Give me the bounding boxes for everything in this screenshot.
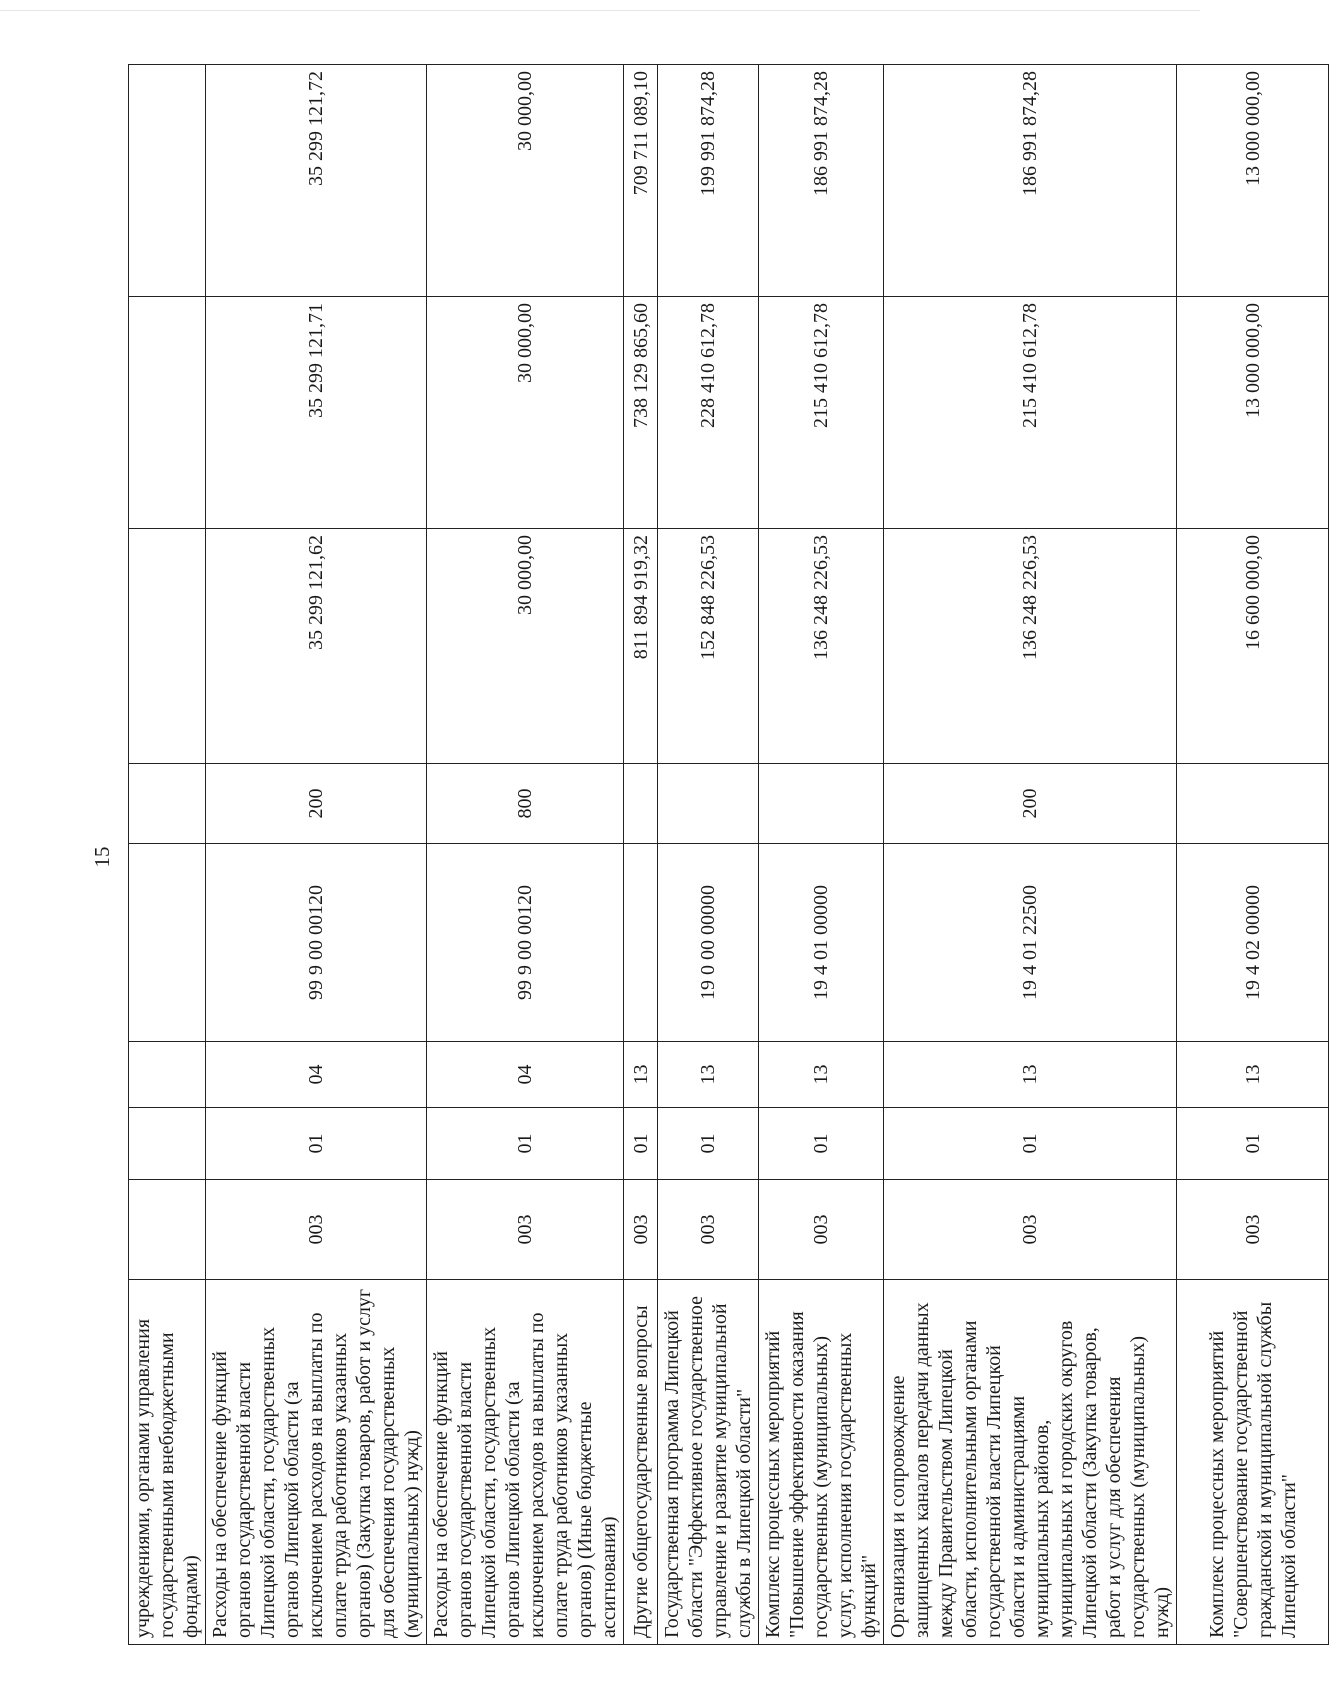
budget-table bbox=[128, 64, 1329, 1645]
row-name: учреждениями, органами управления государственными внебюджетными фондами) bbox=[129, 1280, 206, 1645]
table-row bbox=[884, 65, 1177, 1645]
rotated-table-wrapper bbox=[128, 65, 1300, 1645]
sum-year-2: 228 410 612,78 bbox=[658, 297, 759, 529]
sum-year-3: 35 299 121,72 bbox=[206, 65, 427, 297]
section-code: 01 bbox=[1177, 1108, 1329, 1180]
subsection-code: 13 bbox=[884, 1042, 1177, 1108]
target-code: 19 4 01 22500 bbox=[884, 844, 1177, 1042]
row-name: Расходы на обеспечение функций органов государственной власти Липецкой области, государственных органов Липецкой области (за исключением расходов на выплаты по оплате труда работников указанных органов) (Иные бюджетные ассигнования) bbox=[427, 1280, 624, 1645]
subsection-code: 04 bbox=[427, 1042, 624, 1108]
sum-year-3 bbox=[129, 65, 206, 297]
sum-year-3: 199 991 874,28 bbox=[658, 65, 759, 297]
section-code: 01 bbox=[658, 1108, 759, 1180]
target-code bbox=[624, 844, 658, 1042]
target-code: 99 9 00 00120 bbox=[206, 844, 427, 1042]
expense-type-code bbox=[658, 764, 759, 844]
table-row bbox=[206, 65, 427, 1645]
table-row bbox=[427, 65, 624, 1645]
sum-year-1: 811 894 919,32 bbox=[624, 529, 658, 764]
row-name: Государственная программа Липецкой области "Эффективное государственное управление и развитие муниципальной службы в Липецкой области" bbox=[658, 1280, 759, 1645]
subsection-code: 13 bbox=[759, 1042, 884, 1108]
sum-year-3: 186 991 874,28 bbox=[759, 65, 884, 297]
table-row bbox=[1177, 65, 1329, 1645]
table-row bbox=[759, 65, 884, 1645]
target-code: 19 0 00 00000 bbox=[658, 844, 759, 1042]
target-code bbox=[129, 844, 206, 1042]
sum-year-2: 35 299 121,71 bbox=[206, 297, 427, 529]
sum-year-3: 30 000,00 bbox=[427, 65, 624, 297]
expense-type-code: 200 bbox=[206, 764, 427, 844]
adm-code: 003 bbox=[427, 1180, 624, 1280]
section-code: 01 bbox=[884, 1108, 1177, 1180]
expense-type-code bbox=[759, 764, 884, 844]
page-number: 15 bbox=[90, 846, 114, 868]
target-code: 19 4 01 00000 bbox=[759, 844, 884, 1042]
table-row bbox=[658, 65, 759, 1645]
table-row bbox=[624, 65, 658, 1645]
sum-year-1 bbox=[129, 529, 206, 764]
sum-year-2: 30 000,00 bbox=[427, 297, 624, 529]
adm-code bbox=[129, 1180, 206, 1280]
sum-year-2: 738 129 865,60 bbox=[624, 297, 658, 529]
adm-code: 003 bbox=[1177, 1180, 1329, 1280]
expense-type-code bbox=[624, 764, 658, 844]
section-code: 01 bbox=[759, 1108, 884, 1180]
sum-year-2: 215 410 612,78 bbox=[884, 297, 1177, 529]
sum-year-2: 215 410 612,78 bbox=[759, 297, 884, 529]
scan-edge-line bbox=[0, 10, 1200, 11]
sum-year-3: 186 991 874,28 bbox=[884, 65, 1177, 297]
subsection-code bbox=[129, 1042, 206, 1108]
subsection-code: 04 bbox=[206, 1042, 427, 1108]
section-code: 01 bbox=[427, 1108, 624, 1180]
expense-type-code: 800 bbox=[427, 764, 624, 844]
row-name: Организация и сопровождение защищенных каналов передачи данных между Правительством Липецкой области, исполнительными органами государственной власти Липецкой области и администрациями муниципальных районов, муниципальных и городских округов Липецкой области (Закупка товаров, работ и услуг для обеспечения государственных (муниципальных) нужд) bbox=[884, 1280, 1177, 1645]
section-code: 01 bbox=[206, 1108, 427, 1180]
sum-year-2 bbox=[129, 297, 206, 529]
sum-year-3: 13 000 000,00 bbox=[1177, 65, 1329, 297]
adm-code: 003 bbox=[206, 1180, 427, 1280]
sum-year-1: 136 248 226,53 bbox=[884, 529, 1177, 764]
adm-code: 003 bbox=[884, 1180, 1177, 1280]
subsection-code: 13 bbox=[624, 1042, 658, 1108]
row-name: Комплекс процессных мероприятий "Совершенствование государственной гражданской и муниципальной службы Липецкой области" bbox=[1177, 1280, 1329, 1645]
target-code: 99 9 00 00120 bbox=[427, 844, 624, 1042]
subsection-code: 13 bbox=[1177, 1042, 1329, 1108]
section-code: 01 bbox=[624, 1108, 658, 1180]
section-code bbox=[129, 1108, 206, 1180]
expense-type-code: 200 bbox=[884, 764, 1177, 844]
expense-type-code bbox=[1177, 764, 1329, 844]
sum-year-1: 152 848 226,53 bbox=[658, 529, 759, 764]
sum-year-2: 13 000 000,00 bbox=[1177, 297, 1329, 529]
sum-year-1: 30 000,00 bbox=[427, 529, 624, 764]
table-row bbox=[129, 65, 206, 1645]
row-name: Другие общегосударственные вопросы bbox=[624, 1280, 658, 1645]
rotated-table-frame bbox=[128, 65, 1300, 1645]
row-name: Комплекс процессных мероприятий "Повышение эффективности оказания государственных (муниципальных) услуг, исполнения государственных функций" bbox=[759, 1280, 884, 1645]
target-code: 19 4 02 00000 bbox=[1177, 844, 1329, 1042]
sum-year-1: 16 600 000,00 bbox=[1177, 529, 1329, 764]
row-name: Расходы на обеспечение функций органов государственной власти Липецкой области, государственных органов Липецкой области (за исключением расходов на выплаты по оплате труда работников указанных органов) (Закупка товаров, работ и услуг для обеспечения государственных (муниципальных) нужд) bbox=[206, 1280, 427, 1645]
adm-code: 003 bbox=[759, 1180, 884, 1280]
sum-year-1: 35 299 121,62 bbox=[206, 529, 427, 764]
adm-code: 003 bbox=[624, 1180, 658, 1280]
adm-code: 003 bbox=[658, 1180, 759, 1280]
subsection-code: 13 bbox=[658, 1042, 759, 1108]
sum-year-1: 136 248 226,53 bbox=[759, 529, 884, 764]
sum-year-3: 709 711 089,10 bbox=[624, 65, 658, 297]
expense-type-code bbox=[129, 764, 206, 844]
